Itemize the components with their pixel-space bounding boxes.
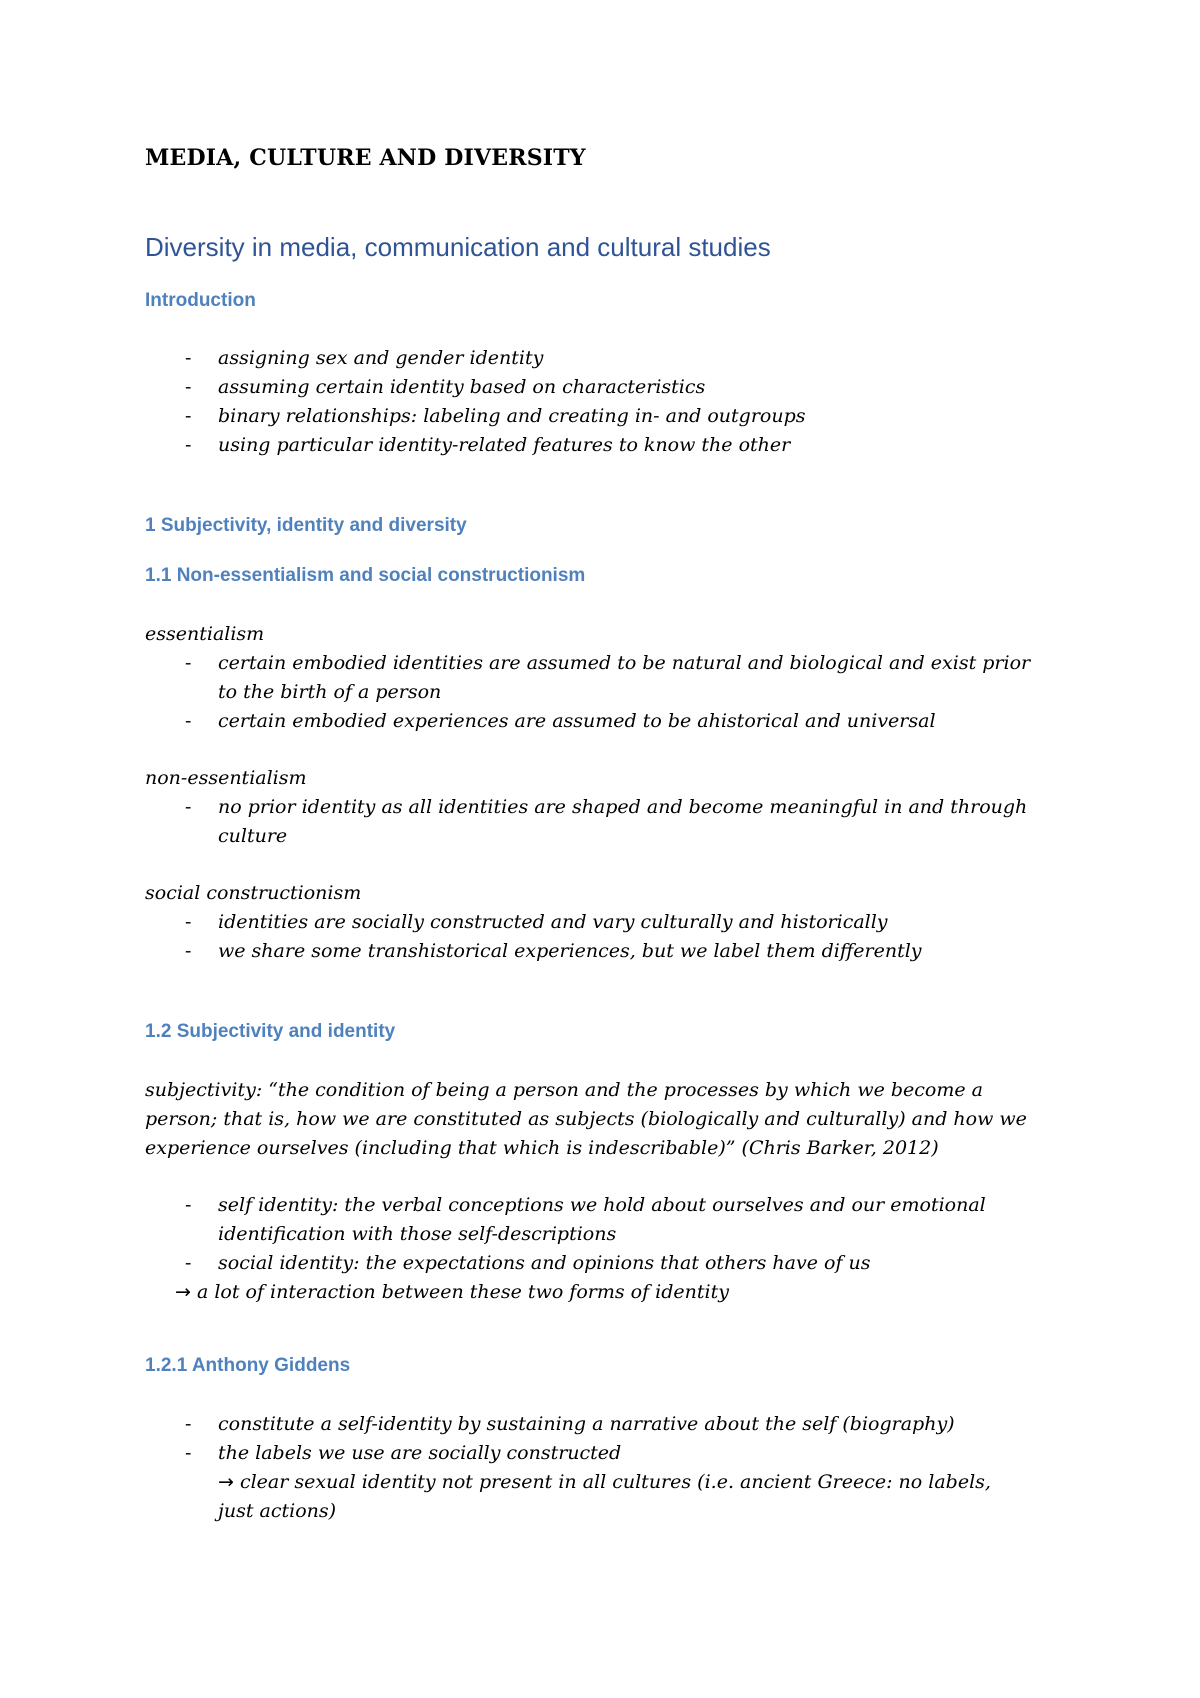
dash-bullet: - <box>185 1413 192 1435</box>
dash-bullet: - <box>185 940 192 962</box>
dash-bullet: - <box>185 1252 192 1274</box>
quote-line: person; that is, how we are constituted as subjects (biologically and culturally) and how we <box>145 1108 1027 1130</box>
section-1-2-heading: 1.2 Subjectivity and identity <box>145 1021 396 1042</box>
term-label: essentialism <box>145 623 265 645</box>
list-item-continuation: identification with those self-descriptions <box>218 1223 617 1245</box>
quote-line: experience ourselves (including that which is indescribable)” (Chris Barker, 2012) <box>145 1137 939 1159</box>
introduction-heading: Introduction <box>145 290 256 311</box>
list-item-text: identities are socially constructed and vary culturally and historically <box>218 911 888 933</box>
arrow-icon: → <box>175 1281 191 1303</box>
section-1-1-heading: 1.1 Non-essentialism and social constructionism <box>145 565 586 586</box>
section-1-heading: 1 Subjectivity, identity and diversity <box>145 515 467 536</box>
term-label: non-essentialism <box>145 767 307 789</box>
dash-bullet: - <box>185 1194 192 1216</box>
section-1-2-1-heading: 1.2.1 Anthony Giddens <box>145 1355 351 1376</box>
arrow-icon: → <box>218 1471 234 1493</box>
dash-bullet: - <box>185 405 192 427</box>
dash-bullet: - <box>185 376 192 398</box>
list-item-text: no prior identity as all identities are shaped and become meaningful in and through <box>218 796 1028 818</box>
list-item-text: using particular identity-related features to know the other <box>218 434 791 456</box>
list-item-text: certain embodied identities are assumed to be natural and biological and exist prior <box>218 652 1031 674</box>
list-item-text: assigning sex and gender identity <box>218 347 544 369</box>
arrow-note-text: clear sexual identity not present in all cultures (i.e. ancient Greece: no labels, <box>239 1471 991 1493</box>
dash-bullet: - <box>185 796 192 818</box>
dash-bullet: - <box>185 710 192 732</box>
list-item-continuation: culture <box>218 825 288 847</box>
chapter-heading: Diversity in media, communication and cultural studies <box>145 232 771 262</box>
arrow-note <box>175 1278 729 1306</box>
dash-bullet: - <box>185 347 192 369</box>
list-item-text: binary relationships: labeling and creating in- and outgroups <box>218 405 806 427</box>
list-item-text: constitute a self-identity by sustaining a narrative about the self (biography) <box>218 1413 955 1435</box>
dash-bullet: - <box>185 652 192 674</box>
arrow-note-continuation: just actions) <box>218 1500 337 1522</box>
list-item-text: the labels we use are socially constructed <box>218 1442 622 1464</box>
list-item-text: social identity: the expectations and opinions that others have of us <box>218 1252 871 1274</box>
document-title: MEDIA, CULTURE AND DIVERSITY <box>145 145 586 171</box>
quote-line: subjectivity: “the condition of being a person and the processes by which we become a <box>145 1079 983 1101</box>
list-item-text: certain embodied experiences are assumed to be ahistorical and universal <box>218 710 936 732</box>
list-item-text: self identity: the verbal conceptions we hold about ourselves and our emotional <box>218 1194 986 1216</box>
list-item-text: we share some transhistorical experiences, but we label them differently <box>218 940 922 962</box>
list-item-continuation: to the birth of a person <box>218 681 442 703</box>
list-item-text: assuming certain identity based on characteristics <box>218 376 706 398</box>
dash-bullet: - <box>185 434 192 456</box>
dash-bullet: - <box>185 1442 192 1464</box>
arrow-note-text: a lot of interaction between these two forms of identity <box>196 1281 729 1303</box>
term-label: social constructionism <box>145 882 362 904</box>
arrow-note <box>218 1468 991 1496</box>
dash-bullet: - <box>185 911 192 933</box>
